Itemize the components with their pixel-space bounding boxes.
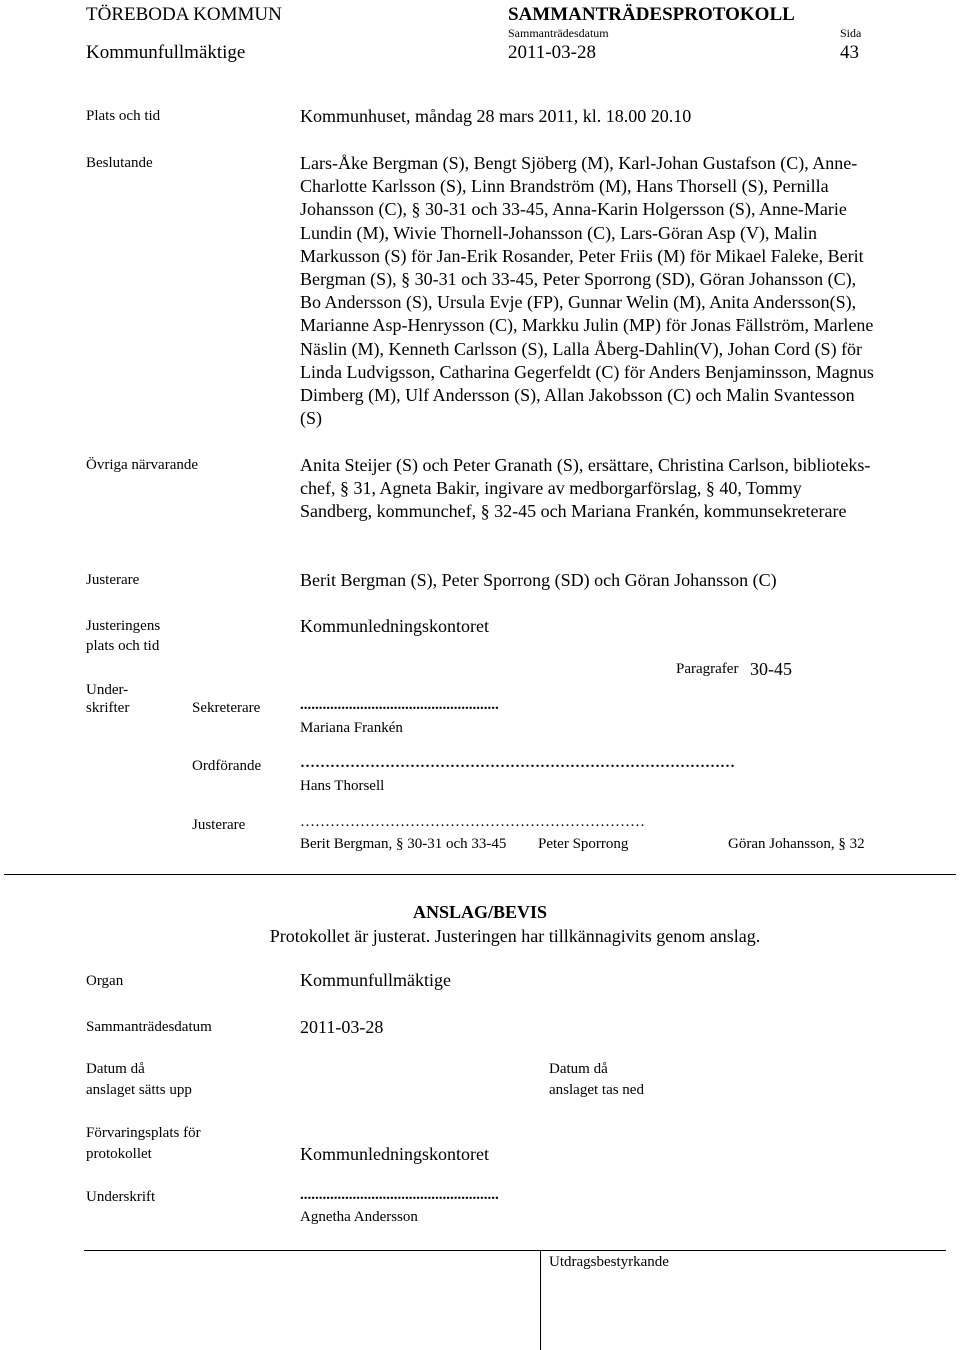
paragraphs-value: 30-45: [750, 659, 792, 679]
notice-date-value: 2011-03-28: [300, 1017, 384, 1037]
others-present-list: [300, 454, 940, 524]
adjuster-name-1: Berit Bergman, § 30-31 och 33-45: [300, 836, 507, 852]
notice-subtitle: Protokollet är justerat. Justeringen har tillkännagivits genom anslag.: [269, 926, 761, 946]
removed-date-label-1: Datum då: [549, 1061, 608, 1077]
adjustment-place-value: Kommunledningskontoret: [300, 616, 489, 636]
storage-value: Kommunledningskontoret: [300, 1144, 489, 1164]
place-time-value: Kommunhuset, måndag 28 mars 2011, kl. 18.00 20.10: [300, 106, 692, 126]
date-label: Sammanträdesdatum: [508, 26, 609, 40]
others-present-label: Övriga närvarande: [86, 457, 199, 473]
decision-makers-line: (S): [300, 408, 322, 429]
secretary-label: Sekreterare: [192, 700, 261, 716]
adjuster-name-2: Peter Sporrong: [538, 836, 629, 852]
signatures-label-2: skrifter: [86, 700, 130, 716]
chairman-signature-line: ……………………………………………………………………………: [300, 755, 735, 771]
decision-makers-line: Johansson (C), § 30-31 och 33-45, Anna-Karin Holgersson (S), Anne-Marie: [300, 199, 847, 220]
footer-rule: [84, 1250, 946, 1251]
decision-makers-line: Charlotte Karlsson (S), Linn Brandström (M), Hans Thorsell (S), Pernilla: [300, 176, 829, 197]
decision-makers-list: [300, 152, 940, 430]
decision-makers-line: Marianne Asp-Henrysson (C), Markku Julin (MP) för Jonas Fällström, Marlene: [300, 315, 874, 336]
document-type: SAMMANTRÄDESPROTOKOLL: [508, 4, 795, 25]
place-time-label: Plats och tid: [86, 108, 161, 124]
adjustment-place-label-2: plats och tid: [86, 638, 160, 654]
adjuster-name-3: Göran Johansson, § 32: [728, 836, 865, 852]
signature-line: .....................................................: [300, 1187, 499, 1203]
adjustment-place-label-1: Justeringens: [86, 618, 161, 634]
page-number: 43: [840, 42, 859, 63]
others-present-line: chef, § 31, Agneta Bakir, ingivare av medborgarförslag, § 40, Tommy: [300, 478, 802, 499]
notice-title: ANSLAG/BEVIS: [412, 902, 548, 922]
storage-label-2: protokollet: [86, 1146, 152, 1162]
decision-makers-line: Lars-Åke Bergman (S), Bengt Sjöberg (M), Karl-Johan Gustafson (C), Anne-: [300, 153, 858, 173]
extract-certification-label: Utdragsbestyrkande: [549, 1254, 669, 1270]
secretary-signature-line: .....................................................: [300, 697, 499, 713]
municipality-name: TÖREBODA KOMMUN: [86, 4, 282, 25]
signatures-label-1: Under-: [86, 682, 129, 698]
adjuster-signature-line: ……………………………………………………………: [300, 814, 645, 830]
others-present-line: Anita Steijer (S) och Peter Granath (S), ersättare, Christina Carlson, biblioteks-: [300, 455, 871, 475]
posted-date-label-2: anslaget sätts upp: [86, 1082, 192, 1098]
organ-value: Kommunfullmäktige: [300, 970, 451, 990]
chairman-name: Hans Thorsell: [300, 778, 385, 794]
decision-makers-line: Näslin (M), Kenneth Carlsson (S), Lalla Åberg-Dahlin(V), Johan Cord (S) för: [300, 338, 863, 359]
adjusters-label: Justerare: [86, 572, 140, 588]
signature-label: Underskrift: [86, 1189, 156, 1205]
decision-makers-line: Bergman (S), § 30-31 och 33-45, Peter Sporrong (SD), Göran Johansson (C),: [300, 269, 857, 290]
section-divider: [4, 874, 956, 875]
council-name: Kommunfullmäktige: [86, 42, 246, 63]
posted-date-label-1: Datum då: [86, 1061, 145, 1077]
decision-makers-line: Markusson (S) för Jan-Erik Rosander, Peter Friis (M) för Mikael Faleke, Berit: [300, 245, 864, 266]
decision-makers-line: Bo Andersson (S), Ursula Evje (FP), Gunnar Welin (M), Anita Andersson(S),: [300, 292, 857, 313]
storage-label-1: Förvaringsplats för: [86, 1125, 201, 1141]
notice-date-label: Sammanträdesdatum: [86, 1019, 212, 1035]
adjuster-sign-label: Justerare: [192, 817, 246, 833]
organ-label: Organ: [86, 973, 124, 989]
footer-vertical-rule: [540, 1250, 541, 1350]
decision-makers-line: Dimberg (M), Ulf Andersson (S), Allan Jakobsson (C) och Malin Svantesson: [300, 385, 855, 406]
meeting-date: 2011-03-28: [508, 42, 596, 63]
paragraphs-label: Paragrafer: [676, 661, 739, 677]
others-present-line: Sandberg, kommunchef, § 32-45 och Mariana Frankén, kommunsekreterare: [300, 501, 847, 522]
secretary-name: Mariana Frankén: [300, 720, 403, 736]
page-label: Sida: [840, 26, 862, 40]
chairman-label: Ordförande: [192, 758, 262, 774]
decision-makers-line: Linda Ludvigsson, Catharina Gegerfeldt (C) för Anders Benjaminsson, Magnus: [300, 361, 874, 382]
signature-name: Agnetha Andersson: [300, 1209, 418, 1225]
decision-makers-label: Beslutande: [86, 155, 153, 171]
removed-date-label-2: anslaget tas ned: [549, 1082, 644, 1098]
decision-makers-line: Lundin (M), Wivie Thornell-Johansson (C), Lars-Göran Asp (V), Malin: [300, 222, 818, 243]
adjusters-value: Berit Bergman (S), Peter Sporrong (SD) och Göran Johansson (C): [300, 570, 777, 590]
